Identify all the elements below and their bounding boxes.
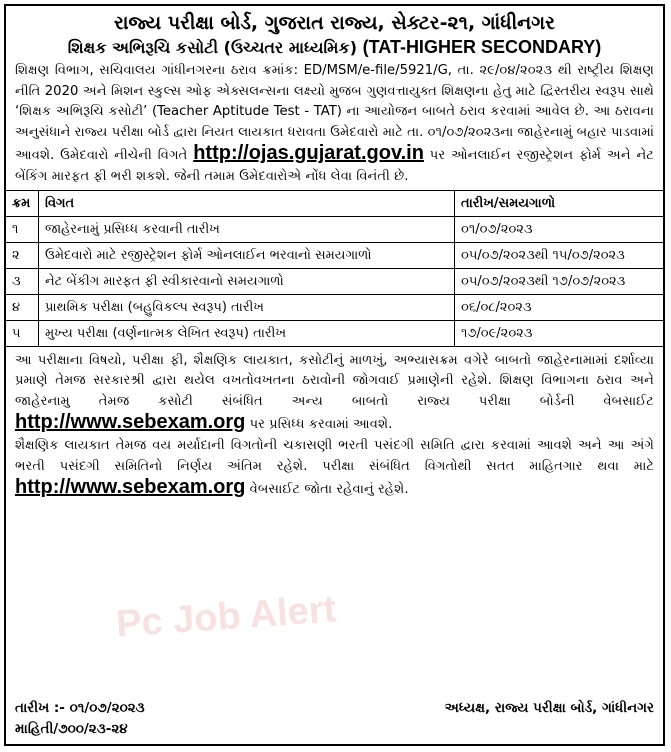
notice-footer [15,698,654,740]
details-text-end: પર પ્રસિધ્ધ કરવામાં આવશે. [249,417,393,433]
details-text: આ પરીક્ષાના વિષયો, પરીક્ષા ફી, શૈક્ષણિક લાયકાત, કસોટીનું માળખું, અભ્યાસક્રમ વગેરે બાબતો જાહેરનામામાં દર્શાવ્યા પ્રમાણે તેમજ સરકારશ્રી દ્વારા થયેલ વખતોવખતના ઠરાવોની જોગવાઈ પ્રમાણેની રહેશે. શિક્ષણ વિભાગના ઠરાવ અને જાહેરનામુ તેમજ કસોટી સંબંધિત અન્ય બાબતો રાજ્ય પરીક્ષા બોર્ડની વેબસાઈટ [15,352,654,409]
reference-number: માહિતી/૭૦૦/૨૩-૨૪ [15,721,128,737]
header-date: તારીખ/સમયગાળો [455,190,664,216]
table-row [6,242,663,268]
eligibility-paragraph [6,436,663,501]
subtitle-english: (TAT-HIGHER SECONDARY) [362,37,602,57]
eligibility-text-end: વેબસાઈટ જોતા રહેવાનું રહેશે. [249,482,409,498]
notice-subtitle [6,36,663,59]
row-detail: પ્રાથમિક પરીક્ષા (બહુવિકલ્પ સ્વરૂપ) તારીખ [39,294,455,320]
row-serial: ૨ [6,242,39,268]
intro-paragraph [6,61,663,188]
row-serial: ૧ [6,216,39,242]
table-row [6,320,663,346]
sebexam-link[interactable]: http://www.sebexam.org [15,411,246,434]
eligibility-text: શૈક્ષણિક લાયકાત તેમજ વય મર્યાદાની વિગતોની ચકાસણી ભરતી પસંદગી સમિતિ દ્વારા કરવામાં આવશે અને આ અંગે ભરતી પસંદગી સમિતિનો નિર્ણય અંતિમ રહેશે. પરીક્ષા સંબંધિત વિગતોથી સતત માહિતગાર થવા માટે [15,437,654,474]
row-detail: નેટ બેંકીગ મારફત ફી સ્વીકારવાનો સમયગાળો [39,268,455,294]
watermark: Pc Job Alert [114,588,338,646]
schedule-table [6,190,663,347]
row-serial: ૩ [6,268,39,294]
row-date: ૦૧/૦૭/૨૦૨૩ [455,216,664,242]
row-date: ૦૫/૦૭/૨૦૨૩થી ૧૫/૦૭/૨૦૨૩ [455,242,664,268]
notice-date: તારીખ :- ૦૧/૦૭/૨૦૨૩ [15,700,145,716]
table-row [6,216,663,242]
row-date: ૧૭/૦૯/૨૦૨૩ [455,320,664,346]
row-date: ૦૬/૦૮/૨૦૨૩ [455,294,664,320]
header-detail: વિગત [39,190,455,216]
row-date: ૦૫/૦૭/૨૦૨૩થી ૧૭/૦૭/૨૦૨૩ [455,268,664,294]
row-detail: ઉમેદવારો માટે રજીસ્ટ્રેશન ફોર્મ ઓનલાઈન ભરવાનો સમયગાળો [39,242,455,268]
table-row [6,294,663,320]
intro-text-end: પર ઓનલાઈન રજીસ્ટ્રેશન ફોર્મ અને નેટ બેંકિંગ મારફત ફી ભરી શકશે. જેની તમામ ઉમેદવારોએ નોંધ લેવા વિનંતી છે. [15,148,654,184]
notice-box [4,4,665,746]
table-row [6,268,663,294]
row-detail: મુખ્ય પરીક્ષા (વર્ણનાત્મક લેખિત સ્વરૂપ) તારીખ [39,320,455,346]
details-paragraph [6,351,663,436]
ojas-link[interactable]: http://ojas.gujarat.gov.in [193,142,424,165]
subtitle-gujarati: શિક્ષક અભિરૂચિ કસોટી (ઉચ્ચતર માધ્યમિક) [67,38,358,57]
row-detail: જાહેરનામું પ્રસિધ્ધ કરવાની તારીખ [39,216,455,242]
intro-text: શિક્ષણ વિભાગ, સચિવાલય ગાંધીનગરના ઠરાવ ક્રમાંક: ED/MSM/e-file/5921/G, તા. ૨૯/૦૪/૨૦૨૩ થી રાષ્ટ્રીય શિક્ષણ નીતિ 2020 અને મિશન સ્કુલ્સ ઓફ એક્સલન્સના લક્ષ્યો મુજબ ગુણવત્તાયુક્ત શિક્ષણના હેતુ માટે દ્વિસ્તરીય સ્વરૂપ સાથે ‘શિક્ષક અભિરૂચિ કસોટી’ (Teacher Aptitude Test - TAT) ના આયોજન બાબતે ઠરાવ કરવામાં આવેલ છે. આ ઠરાવના અનુસંધાને રાજ્ય પરીક્ષા બોર્ડ દ્વારા નિયત લાયકાત ધરાવતા ઉમેદવારો માટે તા. ૦૧/૦૭/૨૦૨૩ના જાહેરનામું બહાર પાડવામાં આવશે. ઉમેદવારો નીચેની વિગતે [15,63,654,164]
notice-title: રાજ્ય પરીક્ષા બોર્ડ, ગુજરાત રાજ્ય, સેક્ટર-૨૧, ગાંધીનગર [114,12,555,34]
signatory: અધ્યક્ષ, રાજ્ય પરીક્ષા બોર્ડ, ગાંધીનગર [444,700,654,716]
sebexam-link-2[interactable]: http://www.sebexam.org [15,476,246,499]
header-serial: ક્રમ [6,190,39,216]
schedule-header-row [6,190,663,216]
row-serial: ૫ [6,320,39,346]
row-serial: ૪ [6,294,39,320]
